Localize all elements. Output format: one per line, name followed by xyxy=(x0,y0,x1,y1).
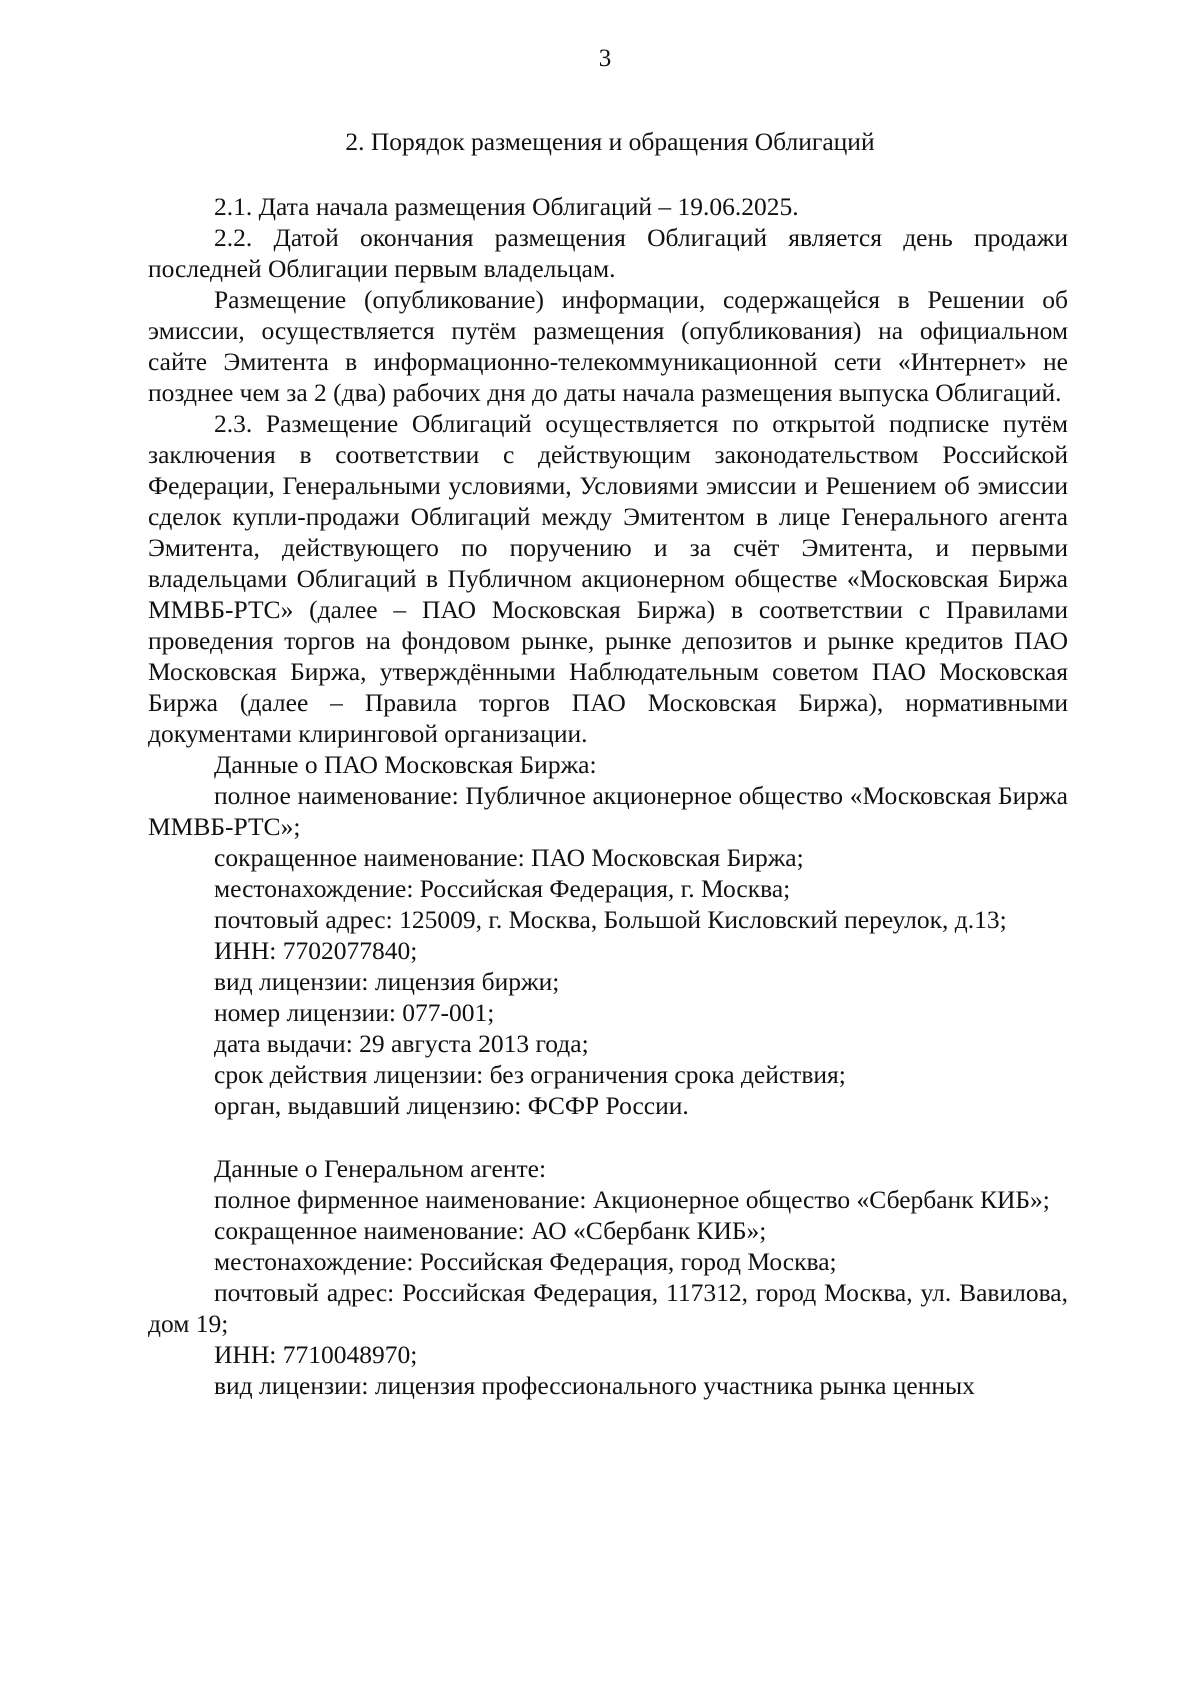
exchange-license-term: срок действия лицензии: без ограничения срока действия; xyxy=(214,1060,846,1089)
paragraph-publication: Размещение (опубликование) информации, содержащейся в Решении об эмиссии, осуществляется путём размещения (опубликования) на официальном сайте Эмитента в информационно-телекоммуникационной сети «Интернет» не позднее чем за 2 (два) рабочих дня до даты начала размещения выпуска Облигаций. xyxy=(148,285,1068,407)
agent-inn: ИНН: 7710048970; xyxy=(214,1340,418,1369)
agent-license-type: вид лицензии: лицензия профессионального участника рынка ценных xyxy=(214,1371,975,1400)
agent-location: местонахождение: Российская Федерация, город Москва; xyxy=(214,1247,837,1276)
exchange-license-type: вид лицензии: лицензия биржи; xyxy=(214,967,560,996)
agent-heading: Данные о Генеральном агенте: xyxy=(214,1154,547,1183)
document-body xyxy=(148,126,1068,1401)
agent-details xyxy=(148,1153,1068,1401)
exchange-license-number: номер лицензии: 077-001; xyxy=(214,998,495,1027)
exchange-details xyxy=(148,749,1068,1121)
section-title: 2. Порядок размещения и обращения Облигаций xyxy=(345,127,875,156)
exchange-short-name: сокращенное наименование: ПАО Московская Биржа; xyxy=(214,843,804,872)
agent-postal-address: почтовый адрес: Российская Федерация, 117312, город Москва, ул. Вавилова, дом 19; xyxy=(148,1278,1068,1338)
exchange-inn: ИНН: 7702077840; xyxy=(214,936,418,965)
section-gap xyxy=(148,1121,1068,1153)
exchange-issue-date: дата выдачи: 29 августа 2013 года; xyxy=(214,1029,589,1058)
exchange-full-name: полное наименование: Публичное акционерное общество «Московская Биржа ММВБ-РТС»; xyxy=(148,781,1068,841)
exchange-postal-address: почтовый адрес: 125009, г. Москва, Большой Кисловский переулок, д.13; xyxy=(214,905,1007,934)
exchange-location: местонахождение: Российская Федерация, г. Москва; xyxy=(214,874,791,903)
page-number: 3 xyxy=(598,45,612,72)
paragraph-2-3: 2.3. Размещение Облигаций осуществляется по открытой подписке путём заключения в соответствии с действующим законодательством Российской Федерации, Генеральными условиями, Условиями эмиссии и Решением об эмиссии сделок купли-продажи Облигаций между Эмитентом в лице Генерального агента Эмитента, действующего по поручению и за счёт Эмитента, и первыми владельцами Облигаций в Публичном акционерном обществе «Московская Биржа ММВБ-РТС» (далее – ПАО Московская Биржа) в соответствии с Правилами проведения торгов на фондовом рынке, рынке депозитов и рынке кредитов ПАО Московская Биржа, утверждёнными Наблюдательным советом ПАО Московская Биржа (далее – Правила торгов ПАО Московская Биржа), нормативными документами клиринговой организации. xyxy=(148,409,1068,748)
agent-short-name: сокращенное наименование: АО «Сбербанк КИБ»; xyxy=(214,1216,767,1245)
paragraph-2-1: 2.1. Дата начала размещения Облигаций – 19.06.2025. xyxy=(214,192,799,221)
paragraph-2-2: 2.2. Датой окончания размещения Облигаций является день продажи последней Облигации первым владельцам. xyxy=(148,223,1068,283)
exchange-license-issuer: орган, выдавший лицензию: ФСФР России. xyxy=(214,1091,689,1120)
agent-full-name: полное фирменное наименование: Акционерное общество «Сбербанк КИБ»; xyxy=(214,1185,1050,1214)
exchange-heading: Данные о ПАО Московская Биржа: xyxy=(214,750,597,779)
